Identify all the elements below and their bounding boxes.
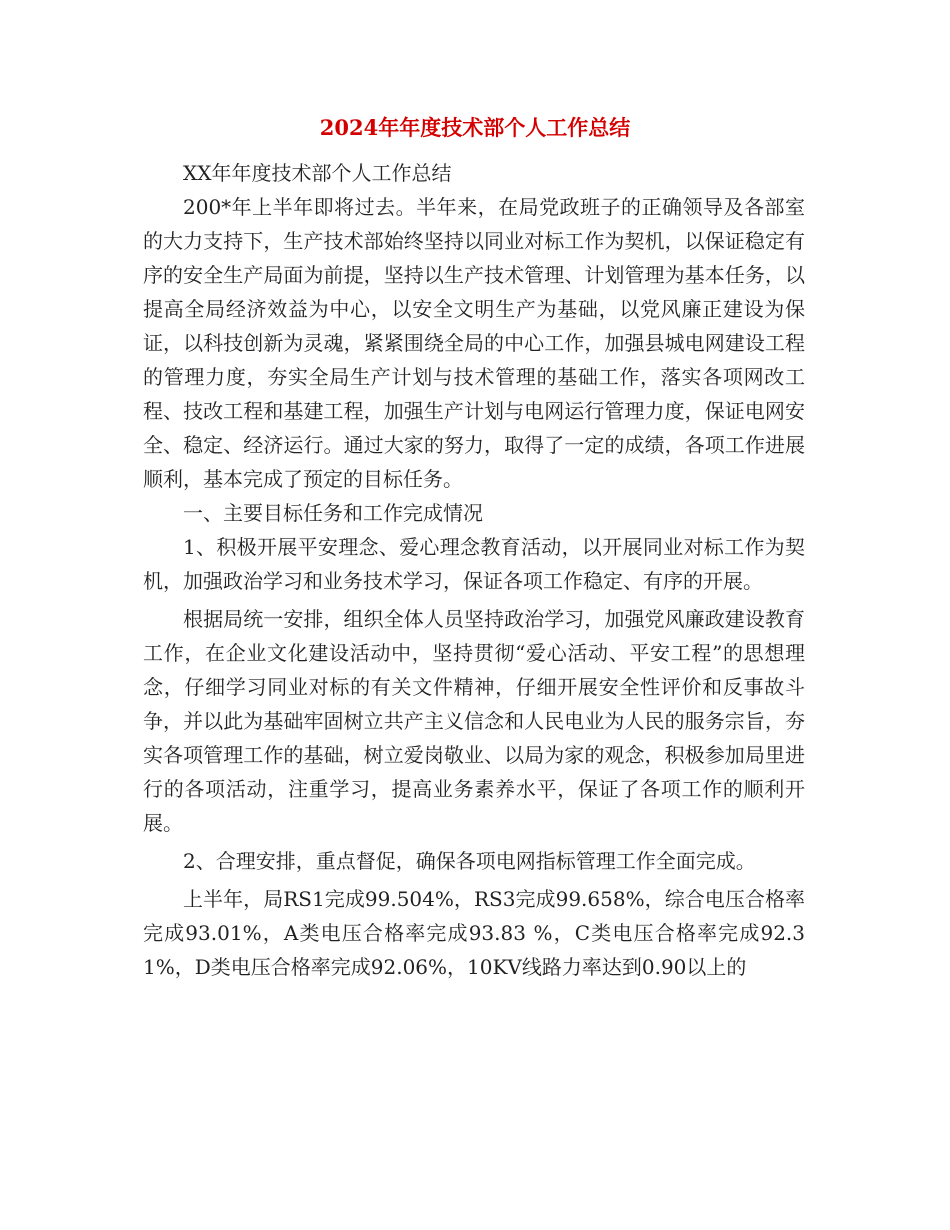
paragraph-item-2-detail: 上半年，局RS1完成99.504%，RS3完成99.658%，综合电压合格率完成93.01%，A类电压合格率完成93.83 %，C类电压合格率完成92.31%，D类电压合格率完成92.06%，10KV线路力率达到0.90以上的: [143, 887, 805, 979]
paragraph-item-1-detail: 根据局统一安排，组织全体人员坚持政治学习，加强党风廉政建设教育工作，在企业文化建设活动中，坚持贯彻“爱心活动、平安工程”的思想理念，仔细学习同业对标的有关文件精神，仔细开展安全性评价和反事故斗争，并以此为基础牢固树立共产主义信念和人民电业为人民的服务宗旨，夯实各项管理工作的基础，树立爱岗敬业、以局为家的观念，积极参加局里进行的各项活动，注重学习，提高业务素养水平，保证了各项工作的顺利开展。: [143, 607, 805, 835]
paragraph-subtitle: XX年年度技术部个人工作总结: [183, 161, 452, 185]
paragraph-item-2: 2、合理安排，重点督促，确保各项电网指标管理工作全面完成。: [183, 849, 756, 873]
document-title: 2024年年度技术部个人工作总结: [319, 115, 631, 140]
section-heading: 一、主要目标任务和工作完成情况: [183, 501, 483, 525]
paragraph-intro: 200*年上半年即将过去。半年来，在局党政班子的正确领导及各部室的大力支持下，生产技术部始终坚持以同业对标工作为契机，以保证稳定有序的安全生产局面为前提，坚持以生产技术管理、计划管理为基本任务，以提高全局经济效益为中心，以安全文明生产为基础，以党风廉正建设为保证，以科技创新为灵魂，紧紧围绕全局的中心工作，加强县城电网建设工程的管理力度，夯实全局生产计划与技术管理的基础工作，落实各项网改工程、技改工程和基建工程，加强生产计划与电网运行管理力度，保证电网安全、稳定、经济运行。通过大家的努力，取得了一定的成绩，各项工作进展顺利，基本完成了预定的目标任务。: [143, 195, 805, 491]
paragraph-item-1: 1、积极开展平安理念、爱心理念教育活动，以开展同业对标工作为契机，加强政治学习和业务技术学习，保证各项工作稳定、有序的开展。: [143, 535, 805, 593]
document-body: [143, 156, 805, 984]
